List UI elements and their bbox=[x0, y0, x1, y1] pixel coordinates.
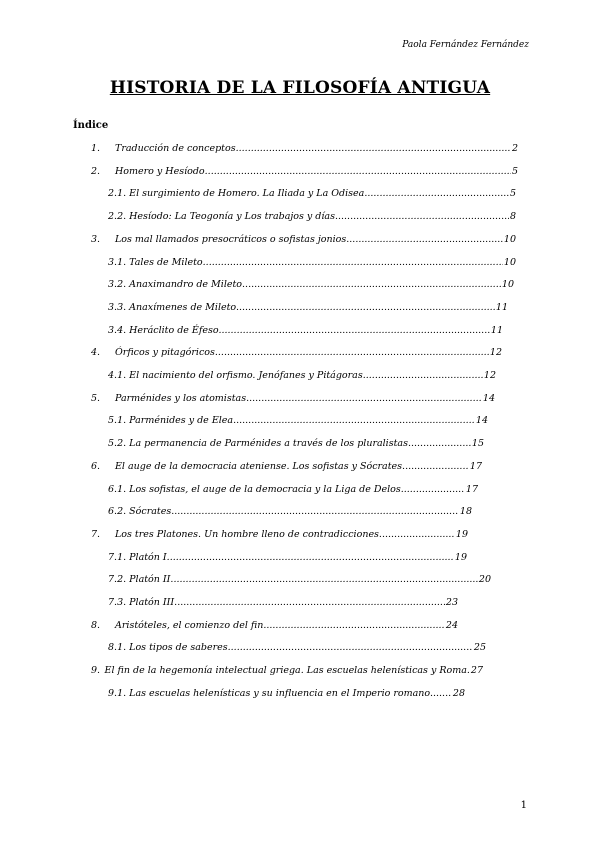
dot-leader bbox=[367, 188, 509, 199]
toc-entry-title: Traducción de conceptos bbox=[115, 143, 236, 154]
toc-entry-page: 12 bbox=[489, 347, 502, 359]
toc-entry[interactable] bbox=[108, 325, 503, 336]
toc-entry-number: 4. bbox=[91, 347, 101, 359]
toc-entry[interactable] bbox=[108, 211, 516, 222]
toc-entry[interactable] bbox=[91, 461, 482, 472]
toc-entry[interactable] bbox=[108, 279, 514, 290]
toc-entry-number: 3. bbox=[91, 233, 101, 245]
dot-leader bbox=[177, 597, 445, 608]
dot-leader bbox=[382, 529, 455, 540]
toc-entry-title: Homero y Hesíodo bbox=[115, 165, 205, 177]
toc-entry-page: 8 bbox=[509, 211, 516, 223]
toc-entry-page: 19 bbox=[455, 528, 468, 540]
toc-entry[interactable] bbox=[91, 665, 483, 676]
toc-entry-title: Aristóteles, el comienzo del fin. bbox=[115, 619, 267, 631]
toc-entry[interactable] bbox=[108, 188, 516, 199]
dot-leader bbox=[266, 620, 445, 631]
toc-entry-title: 3.2. Anaximandro de Mileto bbox=[108, 279, 243, 291]
dot-leader bbox=[239, 302, 495, 313]
dot-leader bbox=[433, 688, 452, 699]
dot-leader bbox=[173, 574, 477, 585]
toc-entry-page: 12 bbox=[483, 370, 496, 381]
toc-entry-title: 3.4. Heráclito de Éfeso. bbox=[108, 324, 222, 336]
toc-entry[interactable] bbox=[108, 484, 478, 495]
toc-entry-page: 24 bbox=[445, 619, 458, 631]
toc-entry[interactable] bbox=[108, 506, 472, 517]
document-title: HISTORIA DE LA FILOSOFÍA ANTIGUA bbox=[109, 78, 491, 98]
toc-entry-title: 3.3. Anaxímenes de Mileto. bbox=[108, 301, 239, 313]
toc-entry-page: 5 bbox=[509, 188, 516, 200]
toc-entry[interactable] bbox=[91, 347, 502, 358]
toc-entry-page: 5 bbox=[511, 165, 518, 177]
dot-leader bbox=[363, 370, 483, 381]
toc-entry-title: 7.3. Platón III. bbox=[108, 597, 178, 608]
toc-entry-title: 3.1. Tales de Mileto bbox=[108, 256, 203, 268]
page-number: 1 bbox=[520, 800, 527, 811]
toc-entry-title: 5.1. Parménides y de Elea. bbox=[108, 415, 237, 427]
toc-entry[interactable] bbox=[91, 529, 468, 540]
toc-entry-title: 9.1. Las escuelas helenísticas y su influencia en el Imperio romano. bbox=[108, 687, 433, 699]
toc-entry-title: 2.1. El surgimiento de Homero. La Iliada y La Odisea. bbox=[108, 188, 368, 200]
dot-leader bbox=[174, 506, 459, 517]
toc-entry-title: Los mal llamados presocráticos o sofistas jonios bbox=[115, 233, 347, 245]
toc-entry-title: Órficos y pitagóricos bbox=[115, 347, 215, 359]
dot-leader bbox=[411, 438, 471, 449]
toc-entry-number: 9. bbox=[91, 665, 101, 677]
toc-entry[interactable] bbox=[91, 393, 495, 404]
toc-entry-page: 27 bbox=[470, 665, 483, 677]
dot-leader bbox=[203, 257, 503, 268]
toc-entry-page: 10 bbox=[503, 233, 516, 245]
toc-entry[interactable] bbox=[108, 370, 496, 381]
toc-entry-page: 14 bbox=[482, 392, 495, 404]
toc-entry[interactable] bbox=[91, 620, 458, 631]
toc-entry-title: Parménides y los atomistas. bbox=[115, 392, 250, 404]
toc-entry-title: 4.1. El nacimiento del orfismo. Jenófanes y Pitágoras bbox=[108, 370, 363, 381]
dot-leader bbox=[242, 279, 501, 290]
toc-entry-title: El auge de la democracia ateniense. Los sofistas y Sócrates. bbox=[115, 460, 406, 472]
toc-entry-title: 5.2. La permanencia de Parménides a través de los pluralistas. bbox=[108, 438, 411, 450]
toc-entry-page: 14 bbox=[475, 415, 488, 427]
dot-leader bbox=[231, 642, 473, 653]
dot-leader bbox=[405, 461, 469, 472]
toc-entry-page: 10 bbox=[503, 256, 516, 268]
toc-entry-title: 8.1. Los tipos de saberes. bbox=[108, 642, 231, 654]
toc-entry-page: 23 bbox=[445, 597, 458, 608]
dot-leader bbox=[346, 234, 503, 245]
dot-leader bbox=[236, 415, 475, 426]
toc-entry[interactable] bbox=[91, 166, 518, 177]
toc-entry-page: 25 bbox=[473, 642, 486, 654]
dot-leader bbox=[404, 484, 465, 495]
toc-entry-page: 20 bbox=[478, 574, 491, 586]
toc-entry-page: 15 bbox=[471, 438, 484, 450]
toc-entry[interactable] bbox=[108, 552, 467, 563]
toc-entry[interactable] bbox=[108, 415, 488, 426]
toc-entry-page: 11 bbox=[495, 301, 508, 313]
toc-entry-page: 17 bbox=[469, 460, 482, 472]
toc-entry-page: 19 bbox=[454, 551, 467, 563]
toc-entry-title: 7.2. Platón II. bbox=[108, 574, 174, 586]
toc-entry-title: El fin de la hegemonía intelectual griega. Las escuelas helenísticas y Roma. bbox=[104, 665, 470, 677]
dot-leader bbox=[249, 393, 482, 404]
toc-entry-number: 1. bbox=[91, 143, 101, 154]
toc-entry[interactable] bbox=[108, 688, 465, 699]
toc-entry[interactable] bbox=[108, 597, 458, 608]
toc-entry-number: 8. bbox=[91, 619, 101, 631]
toc-entry-title: 2.2. Hesíodo: La Teogonía y Los trabajos y días. bbox=[108, 211, 338, 223]
dot-leader bbox=[236, 143, 511, 154]
toc-entry[interactable] bbox=[108, 574, 491, 585]
toc-entry-number: 7. bbox=[91, 528, 101, 540]
toc-entry-page: 17 bbox=[465, 483, 478, 495]
toc-entry-page: 28 bbox=[452, 687, 465, 699]
toc-entry-page: 2 bbox=[511, 143, 518, 154]
toc-entry-title: 6.1. Los sofistas, el auge de la democracia y la Liga de Delos. bbox=[108, 483, 404, 495]
dot-leader bbox=[205, 166, 511, 177]
toc-entry[interactable] bbox=[108, 438, 484, 449]
toc-entry-page: 10 bbox=[501, 279, 514, 291]
toc-entry-number: 6. bbox=[91, 460, 101, 472]
toc-entry[interactable] bbox=[108, 302, 508, 313]
toc-entry-title: 6.2. Sócrates. bbox=[108, 506, 175, 518]
toc-entry-title: 7.1. Platón I. bbox=[108, 551, 170, 563]
toc-entry[interactable] bbox=[91, 143, 518, 154]
toc-entry-page: 18 bbox=[459, 506, 472, 518]
dot-leader bbox=[338, 211, 509, 222]
index-heading: Índice bbox=[73, 120, 109, 131]
toc-entry[interactable] bbox=[91, 234, 516, 245]
author-name: Paola Fernández Fernández bbox=[402, 40, 529, 50]
dot-leader bbox=[221, 325, 489, 336]
toc-entry-number: 2. bbox=[91, 165, 101, 177]
dot-leader bbox=[170, 552, 454, 563]
dot-leader bbox=[215, 347, 489, 358]
toc-entry-number: 5. bbox=[91, 392, 101, 404]
toc-entry[interactable] bbox=[108, 642, 486, 653]
toc-entry[interactable] bbox=[108, 257, 516, 268]
toc-entry-page: 11 bbox=[490, 324, 503, 336]
toc-entry-title: Los tres Platones. Un hombre lleno de contradicciones. bbox=[115, 528, 382, 540]
